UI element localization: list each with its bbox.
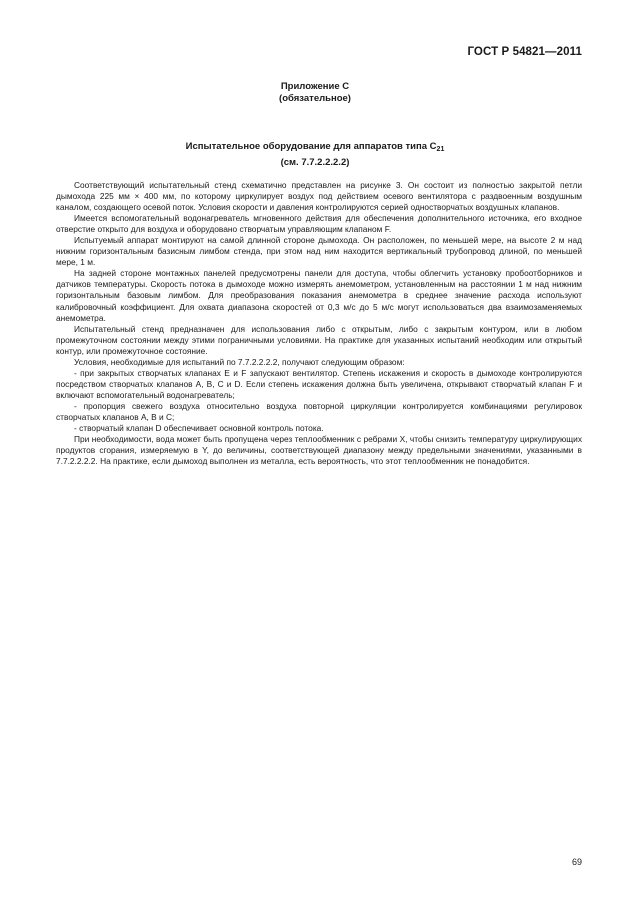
section-reference: (см. 7.7.2.2.2.2) — [280, 157, 350, 168]
list-item: - створчатый клапан D обеспечивает основной контроль потока. — [74, 423, 324, 434]
section-title-line — [0, 140, 630, 156]
body-text — [56, 180, 582, 467]
annex-heading — [0, 81, 630, 105]
paragraph: Испытательный стенд предназначен для использования либо с открытым, либо с закрытым контуром, или в любом промежуточном состоянии между этими пограничными условиями. На практике для указанных испытаний необходим или открытый контур, или промежуточное состояние. — [56, 323, 582, 356]
paragraph: При необходимости, вода может быть пропущена через теплообменник с ребрами X, чтобы снизить температуру циркулирующих продуктов сгорания, измеряемую в Y, до величины, соответствующей диапазону между предельными значениями, указанными в 7.7.2.2.2.2. На практике, если дымоход выполнен из металла, есть вероятность, что этот теплообменник не понадобится. — [56, 434, 582, 467]
list-item: - при закрытых створчатых клапанах E и F запускают вентилятор. Степень искажения и скорость в дымоходе контролируются посредством створчатых клапанов A, B, C и D. Если степень искажения должна быть увеличена, открывают створчатый клапан F и включают вспомогательный водонагреватель; — [56, 367, 582, 400]
section-title-subscript: 21 — [436, 146, 445, 153]
page-number: 69 — [571, 857, 582, 867]
section-heading — [0, 140, 630, 169]
paragraph: На задней стороне монтажных панелей предусмотрены панели для доступа, чтобы облегчить установку пробоотборников и датчиков температуры. Скорость потока в дымоходе можно измерять анемометром, установленным на расстоянии 1 м над нижним горизонтальным базовым лимбом. Для преобразования показания анемометра в среднее значение расхода используют калибровочный коэффициент. Для охвата диапазона скоростей от 0,3 м/с до 5 м/с могут использоваться два взаимозаменяемых анемометра. — [56, 268, 582, 323]
annex-title: Приложение С — [280, 81, 350, 92]
section-title-text: Испытательное оборудование для аппаратов типа С — [185, 141, 437, 152]
paragraph: Соответствующий испытательный стенд схематично представлен на рисунке 3. Он состоит из полностью закрытой петли дымохода 225 мм × 400 мм, по которому циркулирует воздух под действием осевого вентилятора с раздвоенным воздушным каналом, создающего осевой поток. Условия скорости и давления контролируются серией одностворчатых воздушных клапанов. — [56, 180, 582, 213]
list-item: - пропорция свежего воздуха относительно воздуха повторной циркуляции контролируется комбинациями регулировок створчатых клапанов A, B и C; — [56, 400, 582, 422]
paragraph: Имеется вспомогательный водонагреватель мгновенного действия для обеспечения дополнительного источника, его входное отверстие открыто для воздуха и оборудовано створчатым управляющим клапаном F. — [56, 213, 582, 235]
annex-status: (обязательное) — [279, 93, 351, 104]
standard-number: ГОСТ Р 54821—2011 — [467, 46, 582, 58]
paragraph: Испытуемый аппарат монтируют на самой длинной стороне дымохода. Он расположен, по меньшей мере, на высоте 2 м над нижним горизонтальным базисным лимбом стенда, при этом над ним находится вертикальный трубопровод длиной, по меньшей мере, 1 м. — [56, 235, 582, 268]
paragraph: Условия, необходимые для испытаний по 7.7.2.2.2.2, получают следующим образом: — [74, 356, 405, 367]
